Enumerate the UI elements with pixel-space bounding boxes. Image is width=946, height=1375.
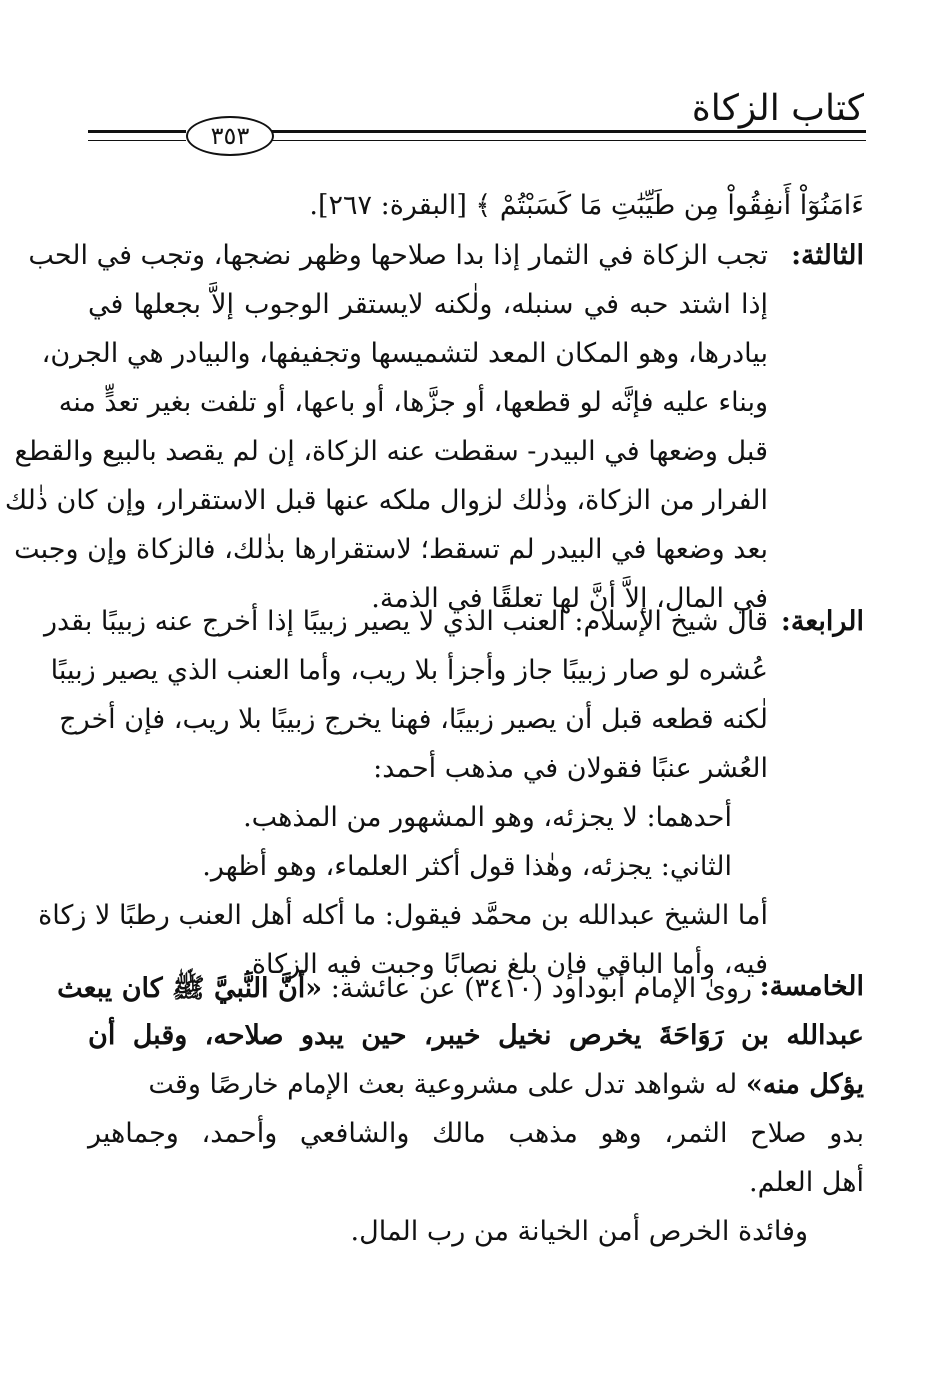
fifth-line-1-bold: «أنَّ النَّبيَّ ﷺ كان يبعث	[57, 973, 323, 1004]
fifth-line-1-plain: رویٰ الإمام أبوداود (٣٤١٠) عن عائشة:	[322, 973, 752, 1004]
fifth-line-4: بدو صلاح الثمر، وهو مذهب مالك والشافعي وأحمد، وجماهير	[88, 1118, 864, 1149]
third-line-1: تجب الزكاة في الثمار إذا بدا صلاحها وظهر نضجها، وتجب في الحب	[28, 240, 768, 271]
third-line-5: قبل وضعها في البيدر- سقطت عنه الزكاة، إن لم يقصد بالبيع والقطع	[14, 436, 768, 467]
fourth-line-3: لٰكنه قطعه قبل أن يصير زبيبًا، فهنا يخرج زبيبًا بلا ريب، فإن أخرج	[59, 704, 768, 735]
fifth-line-3	[88, 1069, 864, 1100]
fourth-line-1: قال شيخ الإسلام: العنب الذي لا يصير زبيبًا إذا أخرج عنه زبيبًا بقدر	[43, 606, 768, 637]
fourth-line-4: العُشر عنبًا فقولان في مذهب أحمد:	[373, 753, 768, 784]
third-line-8: في المال، إلاَّ أنَّ لها تعلقًا في الذمة.	[371, 583, 768, 614]
sheikh-line-1: أما الشيخ عبدالله بن محمَّد فيقول: ما أكله أهل العنب رطبًا لا زكاة	[38, 900, 768, 931]
first-opinion: أحدهما: لا يجزئه، وهو المشهور من المذهب.	[243, 802, 732, 833]
second-opinion: الثاني: يجزئه، وهٰذا قول أكثر العلماء، وهو أظهر.	[202, 851, 732, 882]
fourth-line-2: عُشره لو صار زبيبًا جاز وأجزأ بلا ريب، وأما العنب الذي يصير زبيبًا	[50, 655, 768, 686]
fifth-line-2: عبدالله بن رَوَاحَةَ يخرص نخيل خيبر، حين يبدو صلاحه، وقبل أن	[88, 1020, 864, 1051]
header-rule-left-thin	[88, 140, 186, 141]
book-page: كتاب الزكاة ٣٥٣ ءَامَنُوٓاْ أَنفِقُواْ مِن طَيِّبَٰتِ مَا كَسَبْتُمْ ﴾ [البقرة: ٢٦٧]. الثالثة: تجب الزكاة في الثمار إذا بدا صلاحها وظهر نضجها، وتجب في الحب إذا اشتد حبه في سنبله، ولٰكنه لايستقر الوجوب إلاَّ بجعلها في بيادرها، وهو المكان المعد لتشميسها وتجفيفها، والبيادر هي الجرن، وبناء عليه فإنَّه لو قطعها، أو جزَّها، أو باعها، أو تلفت بغير تعدٍّ منه قبل وضعها في البيدر- سقطت عنه الزكاة، إن لم يقصد بالبيع والقطع الفرار من الزكاة، وذٰلك لزوال ملكه عنها قبل الاستقرار، وإن كان ذٰلك بعد وضعها في البيدر لم تسقط؛ لاستقرارها بذٰلك، فالزكاة وإن وجبت في المال، إلاَّ أنَّ لها تعلقًا في الذمة. الرابعة: قال شيخ الإسلام: العنب الذي لا يصير زبيبًا إذا أخرج عنه زبيبًا بقدر عُشره لو صار زبيبًا جاز وأجزأ بلا ريب، وأما العنب الذي يصير زبيبًا لٰكنه قطعه قبل أن يصير زبيبًا، فهنا يخرج زبيبًا بلا ريب، فإن أخرج العُشر عنبًا فقولان في مذهب أحمد: أحدهما: لا يجزئه، وهو المشهور من المذهب. الثاني: يجزئه، وهٰذا قول أكثر العلماء، وهو أظهر. أما الشيخ عبدالله بن محمَّد فيقول: ما أكله أهل العنب رطبًا لا زكاة فيه، وأما الباقي فإن بلغ نصابًا وجبت فيه الزكاة. الخامسة: رویٰ الإمام أبوداود (٣٤١٠) عن عائشة: «أنَّ النَّبيَّ ﷺ كان يبعث عبدالله بن رَوَاحَةَ يخرص نخيل خيبر، حين يبدو صلاحه، وقبل أن يؤكل منه» له شواهد تدل على مشروعية بعث الإمام خارصًا وقت بدو صلاح الثمر، وهو مذهب مالك والشافعي وأحمد، وجماهير أهل العلم. وفائدة الخرص أمن الخيانة من رب المال.	[0, 0, 946, 1375]
fifth-line-3-plain: له شواهد تدل على مشروعية بعث الإمام خارصًا وقت	[148, 1069, 738, 1100]
benefit-line: وفائدة الخرص أمن الخيانة من رب المال.	[350, 1216, 808, 1247]
sheikh-line-2: فيه، وأما الباقي فإن بلغ نصابًا وجبت فيه الزكاة.	[243, 949, 768, 980]
header-rule-right-thin	[270, 140, 866, 141]
fifth-line-5: أهل العلم.	[748, 1167, 864, 1198]
fifth-line-3-bold: يؤكل منه»	[745, 1069, 864, 1100]
fifth-line-1	[57, 971, 752, 1011]
fourth-label: الرابعة:	[780, 606, 864, 637]
page-number: ٣٥٣	[186, 116, 274, 156]
third-label: الثالثة:	[791, 240, 864, 271]
third-line-7: بعد وضعها في البيدر لم تسقط؛ لاستقرارها بذٰلك، فالزكاة وإن وجبت	[14, 534, 768, 565]
book-title: كتاب الزكاة	[691, 88, 864, 129]
third-line-4: وبناء عليه فإنَّه لو قطعها، أو جزَّها، أو باعها، أو تلفت بغير تعدٍّ منه	[58, 387, 768, 418]
fifth-label: الخامسة:	[759, 971, 864, 1002]
header-rule-right	[270, 130, 866, 133]
page-header	[0, 0, 946, 175]
third-line-6: الفرار من الزكاة، وذٰلك لزوال ملكه عنها قبل الاستقرار، وإن كان ذٰلك	[4, 485, 768, 516]
third-line-3: بيادرها، وهو المكان المعد لتشميسها وتجفيفها، والبيادر هي الجرن،	[41, 338, 768, 369]
third-line-2: إذا اشتد حبه في سنبله، ولٰكنه لايستقر الوجوب إلاَّ بجعلها في	[88, 289, 768, 320]
header-rule-left	[88, 130, 186, 133]
